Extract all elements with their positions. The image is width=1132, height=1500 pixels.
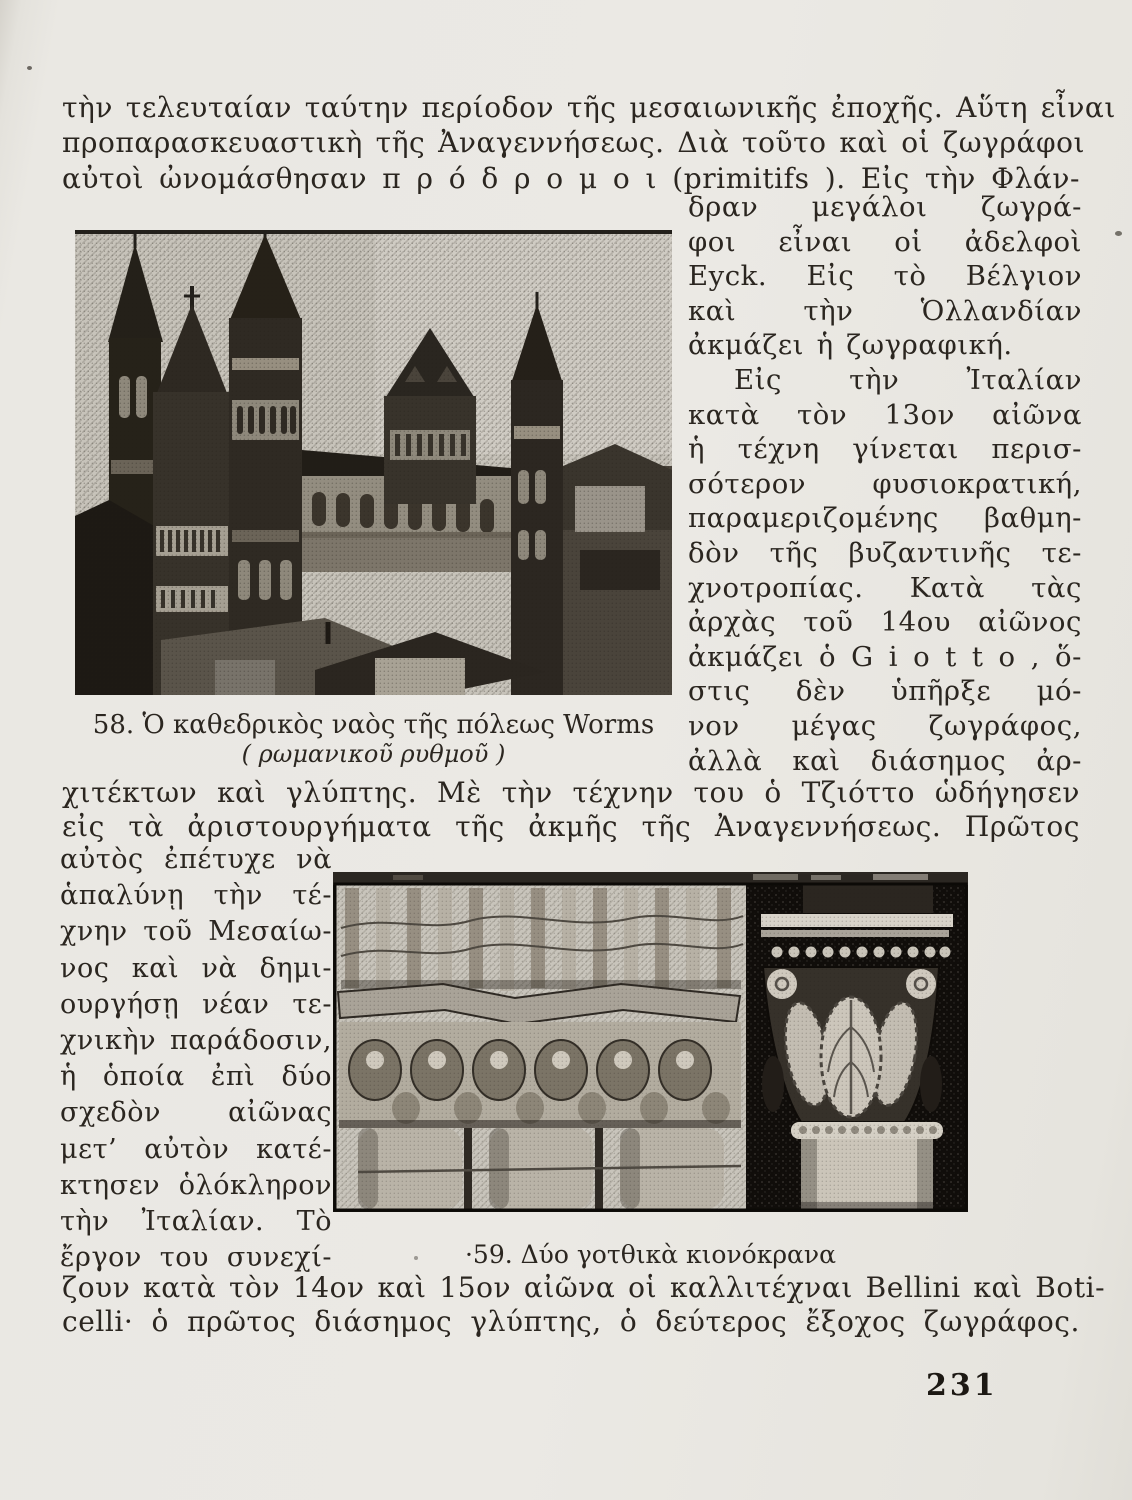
text-line: κατὰ τὸν 13ον αἰῶνα (688, 398, 1082, 431)
caption-subtext: ( ρωμανικοῦ ρυθμοῦ ) (241, 740, 506, 768)
text-line: celli· ὁ πρῶτος διάσημος γλύπτης, ὁ δεύτερος ἔξοχος ζωγράφος. (62, 1305, 1080, 1338)
text-line: Eyck. Εἰς τὸ Βέλγιον (688, 260, 1082, 293)
text-line: κτησεν ὁλόκληρον (60, 1169, 332, 1201)
figure-59-gothic-capitals-photo (333, 872, 968, 1212)
text-line: στις δὲν ὑπῆρξε μό- (688, 675, 1082, 708)
text-line: μετ’ αὐτὸν κατέ- (60, 1133, 332, 1165)
caption-text: 58. Ὁ καθεδρικὸς ναὸς τῆς πόλεως Worms (92, 710, 655, 740)
text-line: δὸν τῆς βυζαντινῆς τε- (688, 536, 1082, 569)
text-line: ἡ ὁποία ἐπὶ δύο (60, 1061, 332, 1093)
capitals-illustration (333, 872, 968, 1212)
figure-59-caption (333, 1240, 968, 1270)
figure-58-worms-cathedral-photo (75, 230, 672, 695)
scan-speck (27, 66, 32, 70)
paragraph-middle (62, 776, 1080, 843)
text-line: ἀλλὰ καὶ διάσημος ἀρ- (688, 744, 1082, 777)
text-line: νος καὶ νὰ δημι- (60, 952, 332, 984)
text-line: ἡ τέχνη γίνεται περισ- (688, 433, 1082, 466)
text-line: χιτέκτων καὶ γλύπτης. Μὲ τὴν τέχνην του ὁ Τζιόττο ὡδήγησεν (62, 776, 1080, 809)
text-line: ἀκμάζει ὁ G i o t t o , ὅ- (688, 640, 1082, 673)
text-line: χνικὴν παράδοσιν, (60, 1025, 332, 1057)
text-line: τὴν τελευταίαν ταύτην περίοδον τῆς μεσαιωνικῆς ἐποχῆς. Αὕτη εἶναι (62, 91, 1116, 124)
paragraph-bottom (62, 1271, 1106, 1339)
text-line: αὐτοὶ ὠνομάσθησαν π ρ ό δ ρ ο μ ο ι (primitifs ). Εἰς τὴν Φλάν- (62, 161, 1080, 195)
text-line: χνοτροπίας. Κατὰ τὰς (688, 571, 1082, 604)
text-line: δραν μεγάλοι ζωγρά- (688, 191, 1082, 223)
text-line: χνην τοῦ Μεσαίω- (60, 916, 332, 948)
cathedral-illustration (75, 230, 672, 695)
text-line: αὐτὸς ἐπέτυχε νὰ (60, 844, 332, 875)
caption-text: ·59. Δύο γοτθικὰ κιονόκρανα (464, 1240, 837, 1269)
column-left (60, 842, 332, 1276)
text-line: ἔργον του συνεχί- (60, 1242, 332, 1274)
text-line: ἀρχὰς τοῦ 14ου αἰῶνος (688, 606, 1082, 639)
text-line: παραμεριζομένης βαθμη- (688, 502, 1082, 535)
text-line: ζουν κατὰ τὸν 14ον καὶ 15ον αἰῶνα οἱ καλλιτέχναι Bellini καὶ Boti- (62, 1271, 1106, 1304)
text-line: ἁπαλύνῃ τὴν τέ- (60, 880, 332, 912)
text-line: νον μέγας ζωγράφος, (688, 709, 1082, 742)
paragraph-top (62, 90, 1116, 196)
text-line: φοι εἶναι οἱ ἀδελφοὶ (688, 225, 1082, 258)
text-line: καὶ τὴν Ὁλλανδίαν (688, 294, 1082, 327)
text-line: σότερον φυσιοκρατική, (688, 467, 1082, 500)
text-line: Εἰς τὴν Ἰταλίαν (734, 363, 1082, 396)
text-line: ουργήσῃ νέαν τε- (60, 988, 332, 1020)
text-line: προπαρασκευαστικὴ τῆς Ἀναγεννήσεως. Διὰ τοῦτο καὶ οἱ ζωγράφοι (62, 126, 1086, 160)
scan-speck (1115, 231, 1122, 236)
text-line: ἀκμάζει ἡ ζωγραφική. (688, 329, 1013, 362)
column-right (688, 190, 1082, 778)
text-line: τὴν Ἰταλίαν. Τὸ (60, 1206, 332, 1238)
text-line: σχεδὸν αἰῶνας (60, 1097, 332, 1129)
figure-58-caption (75, 710, 672, 768)
text-line: εἰς τὰ ἀριστουργήματα τῆς ἀκμῆς τῆς Ἀναγεννήσεως. Πρῶτος (62, 809, 1080, 843)
page-number: 231 (926, 1368, 998, 1403)
